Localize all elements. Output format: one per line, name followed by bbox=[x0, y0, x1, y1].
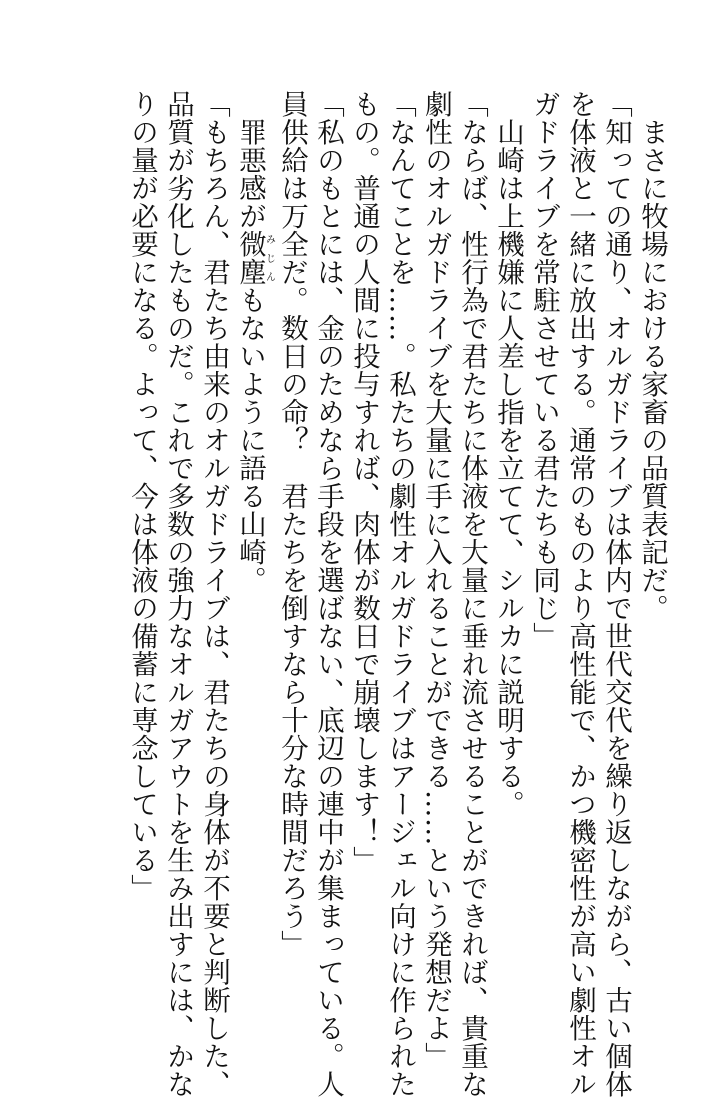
text-line: まさに牧場における家畜の品質表記だ。 bbox=[636, 117, 668, 622]
text-line: 劇性のオルガドライブを大量に手に入れることができる……という発想だよ」 bbox=[420, 90, 452, 1070]
text-line: 「私のもとには、金のためなら手段を選ばない、底辺の連中が集まっている。人 bbox=[312, 90, 344, 1098]
vertical-text-block bbox=[124, 90, 670, 1098]
text-line: 「なんてことを……。私たちの劇性オルガドライブはアージェル向けに作られた bbox=[384, 90, 416, 1098]
text-line: もの。普通の人間に投与すれば、肉体が数日で崩壊します！」 bbox=[348, 90, 380, 874]
text-segment: もないように語る山崎。 bbox=[234, 285, 266, 594]
ruby-base: 微塵 bbox=[234, 229, 266, 286]
text-line: りの量が必要になる。よって、今は体液の備蓄に専念している」 bbox=[126, 90, 158, 902]
text-line-with-ruby bbox=[232, 90, 274, 970]
text-line: 「知っての通り、オルガドライブは体内で世代交代を繰り返しながら、古い個体 bbox=[600, 90, 632, 1098]
text-line: 「ならば、性行為で君たちに体液を大量に垂れ流させることができれば、貴重な bbox=[456, 90, 488, 1098]
text-line: 山崎は上機嫌に人差し指を立てて、シルカに説明する。 bbox=[492, 117, 524, 818]
ruby-reading: みじん bbox=[263, 229, 275, 286]
text-line: 員供給は万全だ。数日の命？ 君たちを倒すなら十分な時間だろう」 bbox=[276, 90, 308, 958]
text-segment: 罪悪感が bbox=[234, 117, 266, 230]
text-line: ガドライブを常駐させている君たちも同じ」 bbox=[528, 90, 560, 650]
ruby-word bbox=[234, 229, 275, 286]
text-line: を体液と一緒に放出する。通常のものより高性能で、かつ機密性が高い劇性オル bbox=[564, 90, 596, 1098]
text-line: 品質が劣化したものだ。これで多数の強力なオルガアウトを生み出すには、かな bbox=[162, 90, 194, 1098]
text-line: 「もちろん、君たち由来のオルガドライブは、君たちの身体が不要と判断した、 bbox=[198, 90, 230, 1098]
